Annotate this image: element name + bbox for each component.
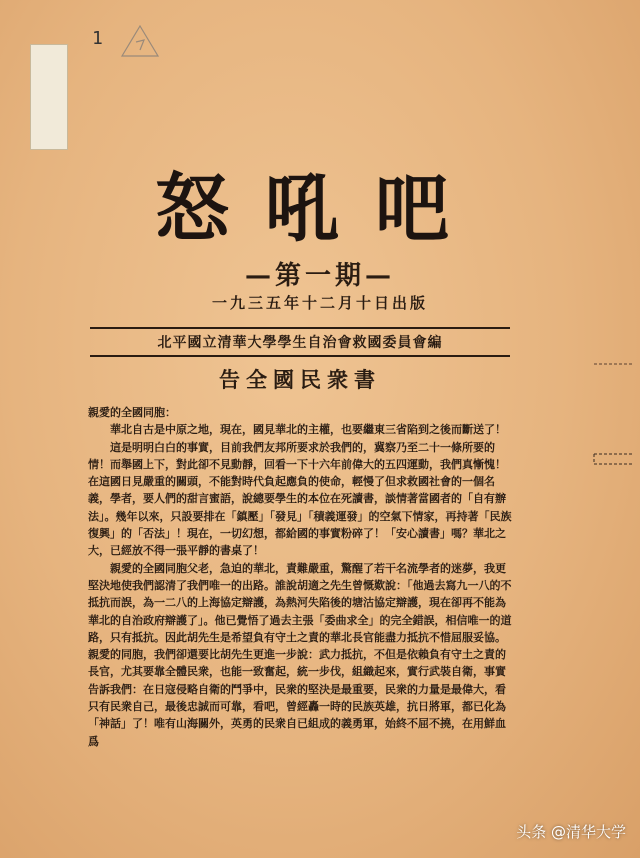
article-title: 告全國民衆書 — [219, 367, 381, 392]
publisher-line: 北平國立清華大學學生自治會救國委員會編 — [157, 335, 443, 351]
paragraph: 華北自古是中原之地，現在，國見華北的主權，也要繼東三省陷到之後而斷送了！ — [110, 423, 506, 437]
article-body — [88, 404, 514, 750]
page-number: 1 — [92, 28, 103, 49]
paragraph: 這是明明白白的事實，目前我們友邦所要求於我們的，冀察乃至二十一條所要的情！而舉國上下，對此卻不見動靜，回看一下十六年前偉大的五四運動，我們真慚愧！在這國日見嚴重的關頭，不能對時代負起應負的使命，輕慢了但求救國社會的一個名義，學者，要人們的甜言蜜語，說總要學生的本位在死讀書，談情著當國者的「自有辦法」。幾年以來，只設要排在「鎮壓」「發見」「積義運發」的空氣下情家，再持著「民族復興」的「否法」！現在，一切幻想，都給國的事實粉碎了！「安心讀書」嗎？華北之大，已經放不得一張平靜的書桌了！ — [88, 440, 512, 558]
stamp-mark-icon — [118, 22, 162, 62]
tape-strip — [30, 44, 68, 150]
rule-middle — [90, 355, 510, 357]
magazine-title: 怒吼吧 — [155, 166, 485, 252]
greeting: 親愛的全國同胞： — [88, 406, 176, 419]
paragraph: 親愛的全國同胞父老，急迫的華北，責難嚴重，驚醒了若干名流學者的迷夢，我更堅決地使我們認清了我們唯一的出路。誰說胡適之先生曾慨歎說：「他過去寫九一八的不抵抗而誤，為一二八的上海協定辯護，為熱河失陷後的塘沽協定辯護，現在卻再不能為華北的自治政府辯護了」。他已覺悟了過去主張「委曲求全」的完全錯誤，相信唯一的道路，只有抵抗。因此胡先生是希望負有守土之責的華北長官能盡力抵抗不惜屈服妥協。親愛的同胞，我們卻還要比胡先生更進一步說：武力抵抗，不但是依賴負有守土之責的長官，尤其要靠全體民衆，也能一致奮起，統一步伐，組織起來，實行武裝自衛，事實告訴我們：在日寇侵略自衛的鬥爭中，民衆的堅決是最重要，民衆的力量是最偉大，看只有民衆自己，最後忠誠而可靠，看吧，曾經轟一時的民族英雄，抗日將軍，都已化為「神話」了！唯有山海關外，英勇的民衆自已組成的義勇軍，始終不屈不撓，在用鮮血爲 — [88, 561, 512, 748]
issue-number: —第一期— — [244, 261, 395, 291]
publication-date: 一九三五年十二月十日出版 — [211, 294, 428, 312]
watermark: 头条 @清华大学 — [516, 823, 626, 841]
margin-bracket-icon — [592, 452, 636, 466]
rule-top — [90, 327, 510, 329]
margin-bracket-icon — [592, 357, 636, 371]
